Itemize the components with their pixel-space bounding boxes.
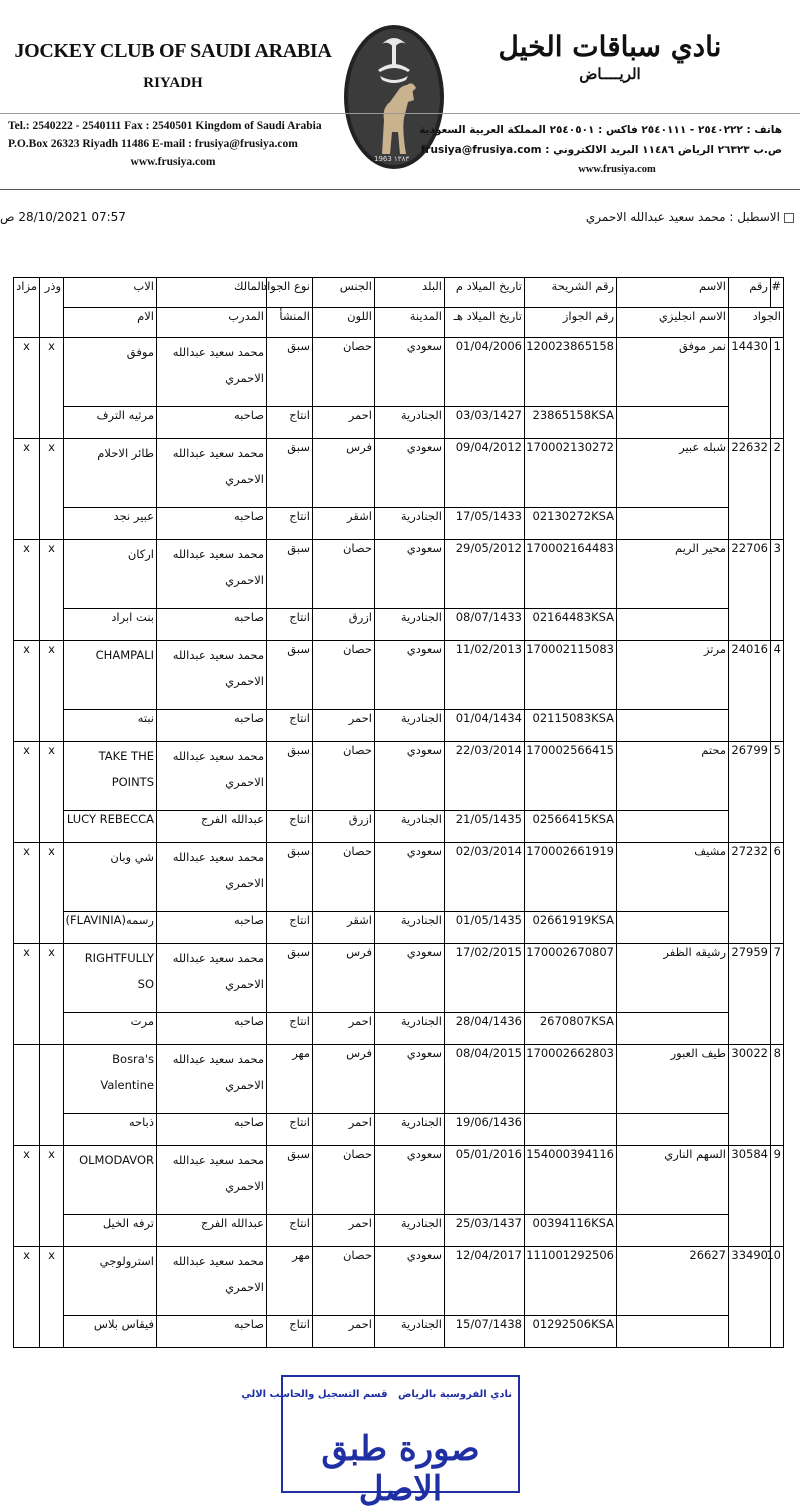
city: الجنادرية <box>375 1013 445 1045</box>
col-header: # <box>771 278 784 308</box>
city: الجنادرية <box>375 508 445 540</box>
horse-index: 4 <box>771 641 784 742</box>
horse-name: رشيقه الظفر <box>617 944 729 1013</box>
phone-arabic: هاتف : ٢٥٤٠٢٢٢ - ٢٥٤٠١١١ فاكس : ٢٥٤٠٥٠١ المملكة العربية السعودية <box>419 124 782 136</box>
horse-type: سبق <box>267 338 313 407</box>
table-row <box>14 944 784 1013</box>
birth-date-hijri: 15/07/1438 <box>445 1316 525 1348</box>
table-row <box>14 338 784 407</box>
table-row <box>14 1146 784 1215</box>
origin: انتاج <box>267 1013 313 1045</box>
horse-name: مرتز <box>617 641 729 710</box>
horse-name: نمر موفق <box>617 338 729 407</box>
microchip-number: 170002661919 <box>525 843 617 912</box>
color: اشقر <box>313 912 375 944</box>
birth-date-hijri: 19/06/1436 <box>445 1114 525 1146</box>
country: سعودي <box>375 843 445 912</box>
col-header: تاريخ الميلاد م <box>445 278 525 308</box>
city: الجنادرية <box>375 1215 445 1247</box>
horse-index: 9 <box>771 1146 784 1247</box>
table-row-detail <box>14 1215 784 1247</box>
checkbox-icon <box>784 213 794 223</box>
origin: انتاج <box>267 407 313 439</box>
horse-type: سبق <box>267 944 313 1013</box>
sex: فرس <box>313 944 375 1013</box>
table-row-detail <box>14 710 784 742</box>
horse-reg-number: 27959 <box>729 944 771 1045</box>
owner: محمد سعيد عبدالله الاحمري <box>157 843 267 912</box>
origin: انتاج <box>267 1316 313 1348</box>
address-english: P.O.Box 26323 Riyadh 11486 E-mail : frusiya@frusiya.com <box>8 138 298 150</box>
sex: حصان <box>313 641 375 710</box>
passport-number: 23865158KSA <box>525 407 617 439</box>
col-header: الاسم انجليزي <box>617 308 729 338</box>
sex: حصان <box>313 742 375 811</box>
owner: محمد سعيد عبدالله الاحمري <box>157 1045 267 1114</box>
club-city-arabic: الريــــاض <box>579 65 641 83</box>
origin: انتاج <box>267 912 313 944</box>
stamp-department: قسم التسجيل والحاسب الالي <box>241 1389 388 1400</box>
horse-type: مهر <box>267 1247 313 1316</box>
city: الجنادرية <box>375 811 445 843</box>
city: الجنادرية <box>375 1316 445 1348</box>
address-arabic: ص.ب ٢٦٣٢٣ الرياض ١١٤٨٦ البريد الالكتروني : frusiya@frusiya.com <box>420 144 782 156</box>
col-header: اللون <box>313 308 375 338</box>
horse-name-english <box>617 1316 729 1348</box>
trainer: صاحبه <box>157 1114 267 1146</box>
horse-reg-number: 26799 <box>729 742 771 843</box>
city: الجنادرية <box>375 407 445 439</box>
trainer: صاحبه <box>157 1013 267 1045</box>
col-header: رقم الجواز <box>525 308 617 338</box>
sire: شي وبان <box>64 843 157 912</box>
auction-mark: x <box>14 843 40 944</box>
horse-reg-number: 22706 <box>729 540 771 641</box>
owner: محمد سعيد عبدالله الاحمري <box>157 1247 267 1316</box>
club-city-english: RIYADH <box>143 75 203 91</box>
birth-date-gregorian: 01/04/2006 <box>445 338 525 407</box>
birth-date-gregorian: 02/03/2014 <box>445 843 525 912</box>
col-header: الام <box>64 308 157 338</box>
city: الجنادرية <box>375 710 445 742</box>
letterhead-bottom-rule <box>0 189 800 190</box>
sire: CHAMPALI <box>64 641 157 710</box>
auction-mark: x <box>14 540 40 641</box>
contact-arabic <box>419 124 782 183</box>
certified-copy-stamp <box>241 1375 520 1509</box>
col-header: المدرب <box>157 308 267 338</box>
country: سعودي <box>375 641 445 710</box>
horse-reg-number: 33490 <box>729 1247 771 1348</box>
microchip-number: 170002130272 <box>525 439 617 508</box>
sire: Bosra's Valentine <box>64 1045 157 1114</box>
country: سعودي <box>375 540 445 609</box>
sire: RIGHTFULLY SO <box>64 944 157 1013</box>
birth-date-gregorian: 12/04/2017 <box>445 1247 525 1316</box>
birth-date-hijri: 17/05/1433 <box>445 508 525 540</box>
microchip-number: 170002670807 <box>525 944 617 1013</box>
microchip-number: 154000394116 <box>525 1146 617 1215</box>
birth-date-hijri: 21/05/1435 <box>445 811 525 843</box>
birth-date-hijri: 25/03/1437 <box>445 1215 525 1247</box>
table-row <box>14 540 784 609</box>
print-date: 07:57 28/10/2021 ص <box>0 210 126 224</box>
sire: OLMODAVOR <box>64 1146 157 1215</box>
wathar-mark: x <box>40 1247 64 1348</box>
owner: محمد سعيد عبدالله الاحمري <box>157 1146 267 1215</box>
sex: فرس <box>313 439 375 508</box>
dam: رسمه(FLAVINIA) <box>64 912 157 944</box>
table-row-detail <box>14 1316 784 1348</box>
table-row-detail <box>14 912 784 944</box>
trainer: صاحبه <box>157 609 267 641</box>
horse-name-english <box>617 1215 729 1247</box>
horse-reg-number: 24016 <box>729 641 771 742</box>
col-header: رقم الشريحة <box>525 278 617 308</box>
country: سعودي <box>375 1045 445 1114</box>
dam: نبته <box>64 710 157 742</box>
website-english: www.frusiya.com <box>130 156 216 168</box>
microchip-number: 170002115083 <box>525 641 617 710</box>
horse-index: 7 <box>771 944 784 1045</box>
country: سعودي <box>375 338 445 407</box>
dam: ترفه الخيل <box>64 1215 157 1247</box>
birth-date-hijri: 01/05/1435 <box>445 912 525 944</box>
table-row <box>14 1045 784 1114</box>
horse-name: شبله عبير <box>617 439 729 508</box>
dam: مرت <box>64 1013 157 1045</box>
horse-name-english <box>617 811 729 843</box>
table-row <box>14 742 784 811</box>
wathar-mark: x <box>40 944 64 1045</box>
sex: حصان <box>313 1247 375 1316</box>
horse-name-english <box>617 508 729 540</box>
dam: فيقاس بلاس <box>64 1316 157 1348</box>
horse-reg-number: 22632 <box>729 439 771 540</box>
auction-mark: x <box>14 439 40 540</box>
microchip-number: 170002164483 <box>525 540 617 609</box>
horse-name: محتم <box>617 742 729 811</box>
horse-name-english <box>617 609 729 641</box>
owner: محمد سعيد عبدالله الاحمري <box>157 338 267 407</box>
sire: طائر الاحلام <box>64 439 157 508</box>
horse-name: طيف العبور <box>617 1045 729 1114</box>
passport-number: 02661919KSA <box>525 912 617 944</box>
col-header: المالك <box>157 278 267 308</box>
dam: بنت ابراد <box>64 609 157 641</box>
horse-index: 5 <box>771 742 784 843</box>
stable-owner: الاسطبل : محمد سعيد عبدالله الاحمري <box>585 210 780 224</box>
horse-type: سبق <box>267 439 313 508</box>
website-arabic: www.frusiya.com <box>578 164 656 175</box>
origin: انتاج <box>267 508 313 540</box>
birth-date-gregorian: 11/02/2013 <box>445 641 525 710</box>
color: احمر <box>313 710 375 742</box>
horse-index: 3 <box>771 540 784 641</box>
owner: محمد سعيد عبدالله الاحمري <box>157 641 267 710</box>
horse-name: السهم الناري <box>617 1146 729 1215</box>
horse-index: 1 <box>771 338 784 439</box>
birth-date-gregorian: 09/04/2012 <box>445 439 525 508</box>
horse-name-english <box>617 912 729 944</box>
owner: محمد سعيد عبدالله الاحمري <box>157 540 267 609</box>
birth-date-hijri: 28/04/1436 <box>445 1013 525 1045</box>
wathar-mark: x <box>40 439 64 540</box>
phone-english: Tel.: 2540222 - 2540111 Fax : 2540501 Kingdom of Saudi Arabia <box>8 120 322 132</box>
auction-mark: x <box>14 1146 40 1247</box>
col-header: الاسم <box>617 278 729 308</box>
color: ازرق <box>313 609 375 641</box>
birth-date-hijri: 01/04/1434 <box>445 710 525 742</box>
birth-date-gregorian: 29/05/2012 <box>445 540 525 609</box>
col-header: الاب <box>64 278 157 308</box>
stamp-club: نادي الفروسية بالرياض <box>397 1389 512 1400</box>
origin: انتاج <box>267 609 313 641</box>
auction-mark: x <box>14 1247 40 1348</box>
sire: استرولوجي <box>64 1247 157 1316</box>
sex: حصان <box>313 843 375 912</box>
header-row-2 <box>14 308 784 338</box>
horse-index: 8 <box>771 1045 784 1146</box>
birth-date-hijri: 08/07/1433 <box>445 609 525 641</box>
wathar-mark: x <box>40 338 64 439</box>
horse-name-english <box>617 407 729 439</box>
country: سعودي <box>375 439 445 508</box>
horse-type: سبق <box>267 641 313 710</box>
microchip-number: 170002566415 <box>525 742 617 811</box>
wathar-mark: x <box>40 641 64 742</box>
passport-number: 02566415KSA <box>525 811 617 843</box>
passport-number: 01292506KSA <box>525 1316 617 1348</box>
country: سعودي <box>375 1247 445 1316</box>
club-name-arabic: نادي سباقات الخيل <box>498 30 722 63</box>
letterhead-arabic <box>450 30 770 83</box>
col-header: وذر <box>40 278 64 338</box>
color: احمر <box>313 1013 375 1045</box>
table-row <box>14 641 784 710</box>
sex: حصان <box>313 338 375 407</box>
owner: محمد سعيد عبدالله الاحمري <box>157 742 267 811</box>
col-header: المدينة <box>375 308 445 338</box>
color: احمر <box>313 407 375 439</box>
trainer: صاحبه <box>157 508 267 540</box>
col-header: تاريخ الميلاد هـ <box>445 308 525 338</box>
horse-name-english <box>617 1013 729 1045</box>
wathar-mark <box>40 1045 64 1146</box>
col-header: مزاد <box>14 278 40 338</box>
horse-type: سبق <box>267 843 313 912</box>
wathar-mark: x <box>40 540 64 641</box>
sex: حصان <box>313 540 375 609</box>
horse-name-english <box>617 1114 729 1146</box>
dam: ذباحه <box>64 1114 157 1146</box>
birth-date-gregorian: 22/03/2014 <box>445 742 525 811</box>
birth-date-gregorian: 17/02/2015 <box>445 944 525 1013</box>
horse-reg-number: 14430 <box>729 338 771 439</box>
dam: مرثيه الترف <box>64 407 157 439</box>
auction-mark: x <box>14 641 40 742</box>
microchip-number: 120023865158 <box>525 338 617 407</box>
passport-number: 02164483KSA <box>525 609 617 641</box>
passport-number: 02130272KSA <box>525 508 617 540</box>
logo-years: 1963 ١٣٨٣ <box>374 155 410 163</box>
col-header: المنشأ <box>267 308 313 338</box>
horse-name: محير الريم <box>617 540 729 609</box>
auction-mark: x <box>14 944 40 1045</box>
horse-name: مشيف <box>617 843 729 912</box>
color: ازرق <box>313 811 375 843</box>
contact-english <box>8 120 338 174</box>
auction-mark <box>14 1045 40 1146</box>
color: احمر <box>313 1114 375 1146</box>
registry-body <box>14 338 784 1348</box>
horse-reg-number: 30584 <box>729 1146 771 1247</box>
table-row-detail <box>14 609 784 641</box>
birth-date-hijri: 03/03/1427 <box>445 407 525 439</box>
trainer: صاحبه <box>157 710 267 742</box>
table-row <box>14 1247 784 1316</box>
city: الجنادرية <box>375 609 445 641</box>
col-header: الجنس <box>313 278 375 308</box>
trainer: صاحبه <box>157 912 267 944</box>
horse-registry-table <box>13 277 784 1348</box>
color: اشقر <box>313 508 375 540</box>
trainer: عبدالله الفرج <box>157 811 267 843</box>
owner: محمد سعيد عبدالله الاحمري <box>157 944 267 1013</box>
origin: انتاج <box>267 710 313 742</box>
birth-date-gregorian: 05/01/2016 <box>445 1146 525 1215</box>
city: الجنادرية <box>375 912 445 944</box>
horse-type: مهر <box>267 1045 313 1114</box>
horse-reg-number: 30022 <box>729 1045 771 1146</box>
horse-name: 26627 <box>617 1247 729 1316</box>
trainer: عبدالله الفرج <box>157 1215 267 1247</box>
horse-type: سبق <box>267 540 313 609</box>
color: احمر <box>313 1215 375 1247</box>
col-header: رقم <box>729 278 771 308</box>
col-header: البلد <box>375 278 445 308</box>
horse-index: 10 <box>771 1247 784 1348</box>
letterhead-divider <box>0 113 800 114</box>
horse-type: سبق <box>267 1146 313 1215</box>
sire: TAKE THE POINTS <box>64 742 157 811</box>
owner: محمد سعيد عبدالله الاحمري <box>157 439 267 508</box>
passport-number <box>525 1114 617 1146</box>
horse-type: سبق <box>267 742 313 811</box>
horse-index: 6 <box>771 843 784 944</box>
auction-mark: x <box>14 742 40 843</box>
dam: عبير نجد <box>64 508 157 540</box>
table-row-detail <box>14 811 784 843</box>
passport-number: 2670807KSA <box>525 1013 617 1045</box>
table-row-detail <box>14 1114 784 1146</box>
origin: انتاج <box>267 811 313 843</box>
sex: فرس <box>313 1045 375 1114</box>
table-row-detail <box>14 1013 784 1045</box>
trainer: صاحبه <box>157 1316 267 1348</box>
wathar-mark: x <box>40 843 64 944</box>
letterhead-english <box>8 40 338 92</box>
city: الجنادرية <box>375 1114 445 1146</box>
header-row-1 <box>14 278 784 308</box>
country: سعودي <box>375 1146 445 1215</box>
passport-number: 00394116KSA <box>525 1215 617 1247</box>
sire: اركان <box>64 540 157 609</box>
club-name-english: JOCKEY CLUB OF SAUDI ARABIA <box>14 40 332 62</box>
color: احمر <box>313 1316 375 1348</box>
stamp-text: صورة طبق الاصل <box>321 1429 480 1509</box>
sex: حصان <box>313 1146 375 1215</box>
microchip-number: 111001292506 <box>525 1247 617 1316</box>
trainer: صاحبه <box>157 407 267 439</box>
country: سعودي <box>375 742 445 811</box>
dam: LUCY REBECCA <box>64 811 157 843</box>
origin: انتاج <box>267 1215 313 1247</box>
microchip-number: 170002662803 <box>525 1045 617 1114</box>
origin: انتاج <box>267 1114 313 1146</box>
wathar-mark: x <box>40 742 64 843</box>
col-header: الجواد <box>729 308 784 338</box>
table-row <box>14 439 784 508</box>
sire: موفق <box>64 338 157 407</box>
table-row-detail <box>14 508 784 540</box>
horse-reg-number: 27232 <box>729 843 771 944</box>
passport-number: 02115083KSA <box>525 710 617 742</box>
horse-name-english <box>617 710 729 742</box>
col-header: نوع الجواد <box>267 278 313 308</box>
stable-line <box>586 210 794 224</box>
horse-index: 2 <box>771 439 784 540</box>
table-row-detail <box>14 407 784 439</box>
wathar-mark: x <box>40 1146 64 1247</box>
birth-date-gregorian: 08/04/2015 <box>445 1045 525 1114</box>
auction-mark: x <box>14 338 40 439</box>
table-row <box>14 843 784 912</box>
country: سعودي <box>375 944 445 1013</box>
